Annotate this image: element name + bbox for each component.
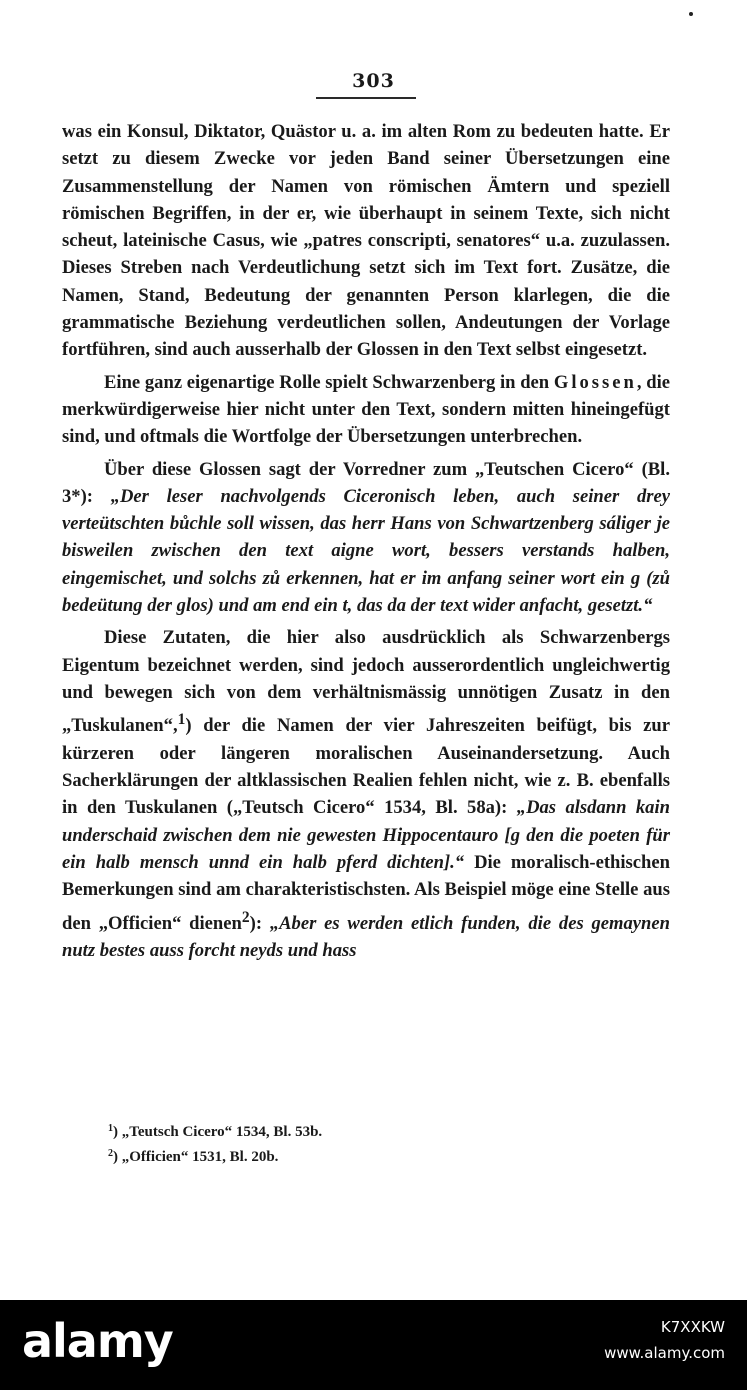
footnote-mark: 2 (108, 1148, 113, 1159)
paragraph (62, 456, 670, 620)
text-run: Diese Zutaten, die hier also ausdrücklich als Schwarzenbergs Eigentum bezeichnet werden, sind jedoch ausserordentlich ungleichwertig und bewegen sich von dem verhältnismässig unnötigen Zusatz in den „Tuskulanen“, (62, 627, 670, 737)
watermark-banner (0, 1300, 747, 1390)
text-run: Eine ganz eigenartige Rolle spielt Schwarzenberg in den (104, 371, 554, 393)
footnotes (108, 1118, 648, 1168)
text-run: was ein Konsul, Diktator, Quästor u. a. im alten Rom zu bedeuten hatte. Er setzt zu diesem Zwecke vor jeden Band seiner Übersetzungen eine Zusammenstellung der Namen von römischen Ämtern und speziell römischen Begriffen, in der er, wie überhaupt in seinem Texte, sich nicht scheut, lateinische Casus, wie „patres conscripti, senatores“ u.a. zuzulassen. Dieses Streben nach Verdeutlichung setzt sich im Text fort. Zusätze, die Namen, Stand, Bedeutung der genannten Person klarlegen, die die grammatische Beziehung verdeutlichen sollen, Andeutungen der Vorlage fortführen, sind auch ausserhalb der Glossen in den Text selbst eingesetzt. (62, 121, 670, 361)
footnote-mark: 1 (108, 1123, 113, 1134)
text-run: Über diese Glossen sagt der Vorredner zum „Teutschen Cicero“ (Bl. 3*): (62, 458, 670, 507)
quoted-passage: „Aber es werden etlich funden, die des gemaynen nutz bestes auss forcht neyds und hass (62, 912, 670, 961)
footnote-ref: 1 (177, 711, 186, 729)
text-run: , die merkwürdigerweise hier nicht unter den Text, sondern mitten hineingefügt sind, und oftmals die Wortfolge der Übersetzungen unterbrechen. (62, 371, 671, 448)
quoted-passage: „Der leser nachvolgends Ciceronisch leben, auch seiner drey verteütschten bůchle soll wissen, das herr Hans von Schwartzenberg sáliger je bisweilen zwischen den text aigne wort, bessers verstands halben, eingemischet, und solchs zů erkennen, hat er im anfang seiner wort ein g (zů bedeütung der glos) und am end ein t, das da der text wider anfacht, gesetzt.“ (62, 485, 670, 617)
text-run: ) der die Namen der vier Jahreszeiten beifügt, bis zur kürzeren oder längeren moralischen Auseinandersetzung. Auch Sacherklärungen der altklassischen Realien fehlen nicht, wie z. B. ebenfalls in den Tuskulanen („Teutsch Cicero“ 1534, Bl. 58a): (62, 715, 670, 819)
footnote (108, 1143, 648, 1168)
body-text (62, 118, 670, 964)
footnote-text: ) „Officien“ 1531, Bl. 20b. (113, 1149, 279, 1165)
stock-image-id: K7XXKW (660, 1318, 725, 1336)
text-run: ): (249, 912, 270, 934)
footnote-ref: 2 (241, 908, 250, 926)
quoted-passage: „Das alsdann kain underschaid zwischen dem nie gewesten Hippocentauro [g den die poeten für ein halb mensch unnd ein halb pferd dichten].“ (62, 797, 670, 873)
paragraph (62, 118, 670, 364)
page-number: 303 (352, 70, 395, 92)
brand-logo: alamy (22, 1314, 173, 1368)
paragraph (62, 369, 670, 451)
paragraph (62, 624, 670, 964)
site-url: www.alamy.com (604, 1344, 725, 1362)
page-number-rule (316, 97, 416, 99)
footnote-text: ) „Teutsch Cicero“ 1534, Bl. 53b. (113, 1124, 323, 1140)
ink-speck (689, 12, 693, 16)
emphasized-word: Glossen (553, 371, 637, 393)
text-run: Die moralisch-ethischen Bemerkungen sind am charakteristischsten. Als Beispiel möge eine Stelle aus den „Officien“ dienen (62, 851, 670, 934)
footnote (108, 1118, 648, 1143)
